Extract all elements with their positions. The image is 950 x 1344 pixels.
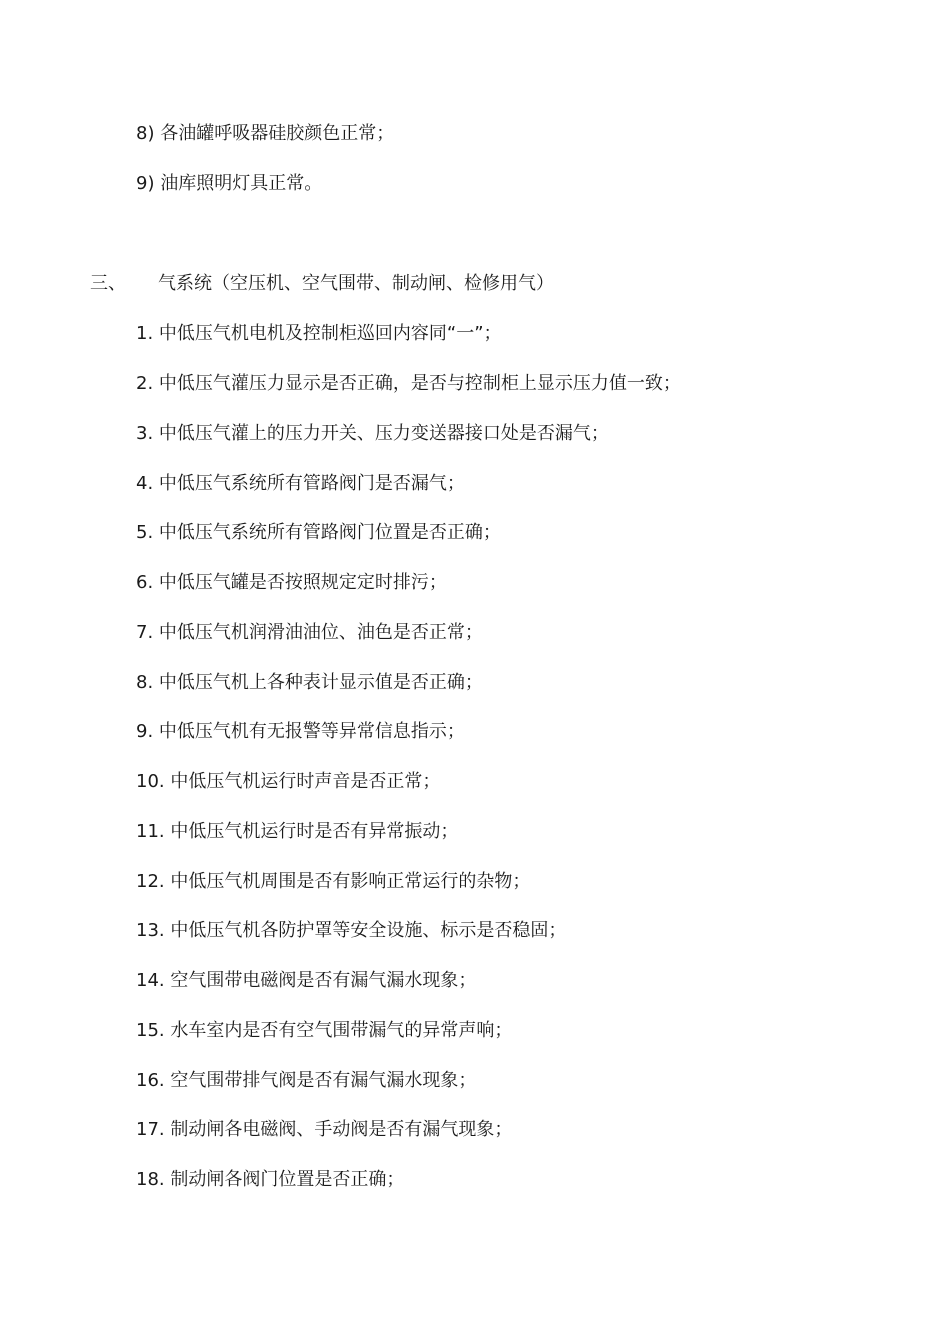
list-item: 3. 中低压气灌上的压力开关、压力变送器接口处是否漏气； <box>136 423 609 444</box>
list-item: 7. 中低压气机润滑油油位、油色是否正常； <box>136 622 483 643</box>
list-item: 10. 中低压气机运行时声音是否正常； <box>136 771 441 792</box>
list-item: 6. 中低压气罐是否按照规定定时排污； <box>136 572 447 593</box>
list-item: 11. 中低压气机运行时是否有异常振动； <box>136 821 459 842</box>
list-item: 15. 水车室内是否有空气围带漏气的异常声响； <box>136 1020 513 1041</box>
list-item: 13. 中低压气机各防护罩等安全设施、标示是否稳固； <box>136 920 567 941</box>
list-item: 18. 制动闸各阀门位置是否正确； <box>136 1169 405 1190</box>
list-item: 16. 空气围带排气阀是否有漏气漏水现象； <box>136 1070 477 1091</box>
prev-item-9: 9) 油库照明灯具正常。 <box>136 173 323 194</box>
prev-item-8: 8) 各油罐呼吸器硅胶颜色正常； <box>136 123 395 144</box>
list-item: 9. 中低压气机有无报警等异常信息指示； <box>136 721 465 742</box>
list-item: 2. 中低压气灌压力显示是否正确，是否与控制柜上显示压力值一致； <box>136 373 681 394</box>
section-title: 气系统（空压机、空气围带、制动闸、检修用气） <box>158 273 554 294</box>
list-item: 5. 中低压气系统所有管路阀门位置是否正确； <box>136 522 501 543</box>
list-item: 4. 中低压气系统所有管路阀门是否漏气； <box>136 473 465 494</box>
list-item: 14. 空气围带电磁阀是否有漏气漏水现象； <box>136 970 477 991</box>
list-item: 17. 制动闸各电磁阀、手动阀是否有漏气现象； <box>136 1119 513 1140</box>
section-number: 三、 <box>90 273 126 294</box>
list-item: 1. 中低压气机电机及控制柜巡回内容同“一”； <box>136 323 502 344</box>
list-item: 12. 中低压气机周围是否有影响正常运行的杂物； <box>136 871 531 892</box>
list-item: 8. 中低压气机上各种表计显示值是否正确； <box>136 672 483 693</box>
